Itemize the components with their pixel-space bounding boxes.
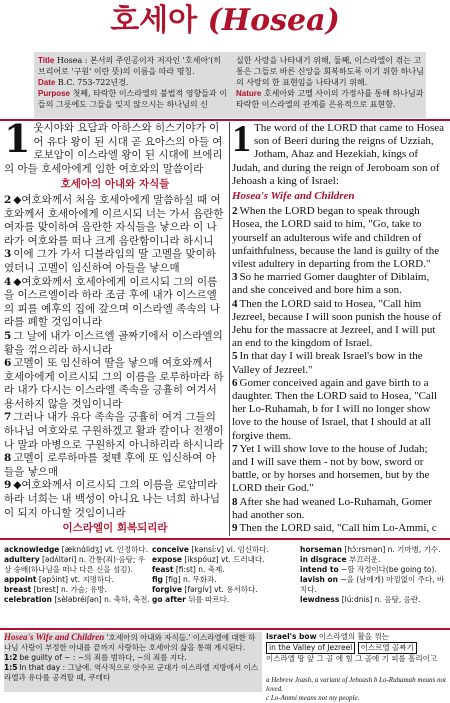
glossary-word: appoint <box>4 575 37 584</box>
english-verse-text: Yet I will show love to the house of Judah; and I will save them - not by bow, sword or battle, or by horses and horsemen, but by the LORD their God." <box>232 442 430 495</box>
korean-verse-number: 5 <box>4 329 12 342</box>
glossary-word: lewdness <box>300 595 340 604</box>
korean-verse-1: 웃시야와 요담과 아하스와 히스기야가 이어 유다 왕이 된 시대 곧 요아스의 아들 여로보암이 이스라엘 왕이 된 시대에 브에리의 아들 호세아에게 임한 여호와의 말씀이라 <box>4 122 223 175</box>
glossary-entry <box>4 585 150 595</box>
korean-verse-text: ◆여호와께서 이르시되 그의 이름을 로암미라 하라 너희는 내 백성이 아니요 나는 너희 하나님이 되지 아니할 것임이니라 <box>4 479 221 519</box>
english-verse-number: 5 <box>232 350 238 363</box>
korean-verse-number: 2 <box>4 193 12 206</box>
intro-entry <box>236 88 426 110</box>
korean-verse <box>4 452 226 479</box>
korean-verse-text: ◆여호와께서 처음 호세아에게 말씀하실 때 여호와께서 호세아에게 이르시되 너는 가서 음란한 여자를 맞이하여 음란한 자식들을 낳으라 이 나라가 여호와를 떠나 크게 음란함이니라 하시니 <box>4 193 224 247</box>
title-english: (Hosea) <box>207 3 340 38</box>
glossary-definition: [brest] n. 가슴; 유방. <box>33 585 107 594</box>
korean-verse-number: 4 <box>4 275 12 288</box>
korean-verses-a <box>4 194 226 520</box>
korean-verse <box>4 357 226 411</box>
english-verse-1: The word of the LORD that came to Hosea son of Beeri during the reigns of Uzziah, Jotham, Ahaz and Hezekiah, kings of Judah, and during the reign of Jeroboam son of Jehoash a king of Israel: <box>232 122 444 187</box>
intro-label: Title <box>38 56 55 65</box>
english-verse <box>232 496 446 522</box>
glossary-entry <box>152 575 298 585</box>
glossary-column-3 <box>300 545 446 605</box>
english-verse-text: When the LORD began to speak through Hosea, the LORD said to him, "Go, take to yourself an adulterous wife and children of unfaithfulness, because the land is guilty of the vilest adultery in departing from the LORD." <box>232 205 440 271</box>
glossary-entry <box>152 585 298 595</box>
highlight-box-korean: 이스르엘 골짜기 <box>358 642 417 654</box>
glossary-word: lavish on <box>300 575 338 584</box>
korean-column <box>4 122 226 536</box>
glossary-entry <box>300 545 446 555</box>
bow-heading: Israel's bow <box>266 632 317 641</box>
column-divider <box>229 122 230 536</box>
intro-entry <box>236 55 426 88</box>
english-section-heading: Hosea's Wife and Children <box>232 190 355 203</box>
korean-verse <box>4 276 226 330</box>
glossary-entry <box>300 595 446 605</box>
korean-verse-text: 고멜이 또 임신하여 딸을 낳으매 여호와께서 호세아에게 이르시되 그의 이름을 로루하마라 하라 내가 다시는 이스라엘 족속을 긍휼히 여겨서 용서하지 않을 것임이니라 <box>4 357 224 410</box>
glossary-word: adultery <box>4 555 40 564</box>
glossary-entry <box>4 555 150 575</box>
intro-entry <box>38 77 228 88</box>
footnote-line: a Hebrew Joash, a variant of Jehoash b Lo-Ruhamah means not loved. <box>266 676 446 693</box>
glossary-entry <box>300 575 446 595</box>
study-note-text: be guilty of ~ : ~의 죄를 범하다, ~의 죄를 지다. <box>19 653 187 662</box>
glossary-entry <box>4 575 150 585</box>
glossary-word: forgive <box>152 585 183 594</box>
english-verse-text: So he married Gomer daughter of Diblaim, and she conceived and bore him a son. <box>232 271 430 297</box>
glossary-entry <box>300 555 446 565</box>
english-chapter-number: 1 <box>232 122 251 160</box>
bow-note-text: 이스라엘 땅 앞 그 골 에 힘 그 골에 기 피를 흘리이고 <box>266 654 438 663</box>
intro-text: B.C. 753-722년경. <box>57 78 129 87</box>
korean-verse <box>4 411 226 452</box>
glossary-definition: [lúːdnis] n. 음탕, 음란. <box>341 595 421 604</box>
korean-section-heading-2: 이스라엘이 회복되리라 <box>62 522 168 535</box>
glossary-definition: [ədʌ́ltəri] n. 간통(죄)·음탕; 우상 숭배(하나님을 떠나 다른 신을 섬김). <box>4 555 145 574</box>
english-verse-number: 9 <box>232 522 238 535</box>
english-verse <box>232 350 446 376</box>
study-note-items <box>4 653 262 683</box>
glossary-column-2 <box>152 545 298 605</box>
english-verse <box>232 377 446 443</box>
study-note-item <box>4 663 262 683</box>
glossary-definition: ~할 작정이다(be going to). <box>341 565 437 574</box>
study-note-heading-ko: '호세아의 아내와 자식들.' 이스라엘에 대한 하나님 사랑이 부정한 아내를 끝까지 사랑하는 호세아의 삶을 통해 계시된다. <box>4 633 256 652</box>
english-verse-number: 2 <box>232 205 238 218</box>
study-note-text: In that day : 그날에. 역사적으로 앗수르 군대가 이스라엘 지방에서 이스라엘과 유다를 공격할 때, 쿠데타 <box>4 663 259 682</box>
intro-entry <box>38 55 228 77</box>
glossary-word: conceive <box>152 545 190 554</box>
glossary-entry <box>152 595 298 605</box>
glossary-word: expose <box>152 555 182 564</box>
english-column <box>232 122 446 536</box>
glossary-definition: [fiːst] n. 축제. <box>175 565 225 574</box>
korean-chapter-number: 1 <box>4 122 31 161</box>
footnote-line: c Lo-Ammi means not my people. <box>266 694 360 702</box>
glossary-entry <box>152 555 298 565</box>
glossary-definition: [æknɑ́lidʒ] vt. 인정하다. <box>61 545 149 554</box>
korean-verse-number: 7 <box>4 411 12 424</box>
glossary-definition: [ikspóuz] vt. 드러내다. <box>184 555 265 564</box>
glossary-word: intend to <box>300 565 339 574</box>
glossary-word: acknowledge <box>4 545 60 554</box>
english-verse-number: 6 <box>232 376 238 389</box>
english-verse <box>232 298 446 351</box>
english-verse-text: Gomer conceived again and gave birth to a daughter. Then the LORD said to Hosea, "Call her Lo-Ruhamah, b for I will no longer show love to the house of Israel, that I should at all forgive them. <box>232 376 437 442</box>
korean-verse-text: ◆여호와께서 호세아에게 이르시되 그의 이름을 이스르엘이라 하라 조금 후에 내가 이스르엘의 피를 예후의 집에 갚으며 이스라엘 족속의 나라를 폐할 것임이니라 <box>4 275 221 329</box>
intro-text: 실한 사랑을 나타내기 위해, 둘째, 이스라엘이 겪는 고통은 그들로 바른 신앙을 회복하도록 이기 위한 하나님의 사랑의 한 표현임을 나타내기 위해. <box>236 56 424 87</box>
top-divider <box>0 119 450 121</box>
footnotes <box>266 676 446 703</box>
korean-verse-number: 3 <box>4 248 12 261</box>
vocabulary-glossary <box>4 541 446 625</box>
korean-verse-text: 고멜이 로루하마를 젖뗀 후에 또 임신하여 아들을 낳으매 <box>4 452 216 478</box>
korean-verse <box>4 479 226 520</box>
study-note-ref: 1:2 <box>4 653 18 662</box>
intro-entry <box>38 88 228 110</box>
intro-label: Date <box>38 78 56 87</box>
glossary-word: go after <box>152 595 186 604</box>
intro-left <box>38 55 228 110</box>
korean-verse-text: 그 날에 내가 이스르엘 골짜기에서 이스라엘의 활을 꺾으리라 하시니라 <box>4 329 223 356</box>
korean-verse-number: 9 <box>4 479 12 492</box>
glossary-word: celebration <box>4 595 52 604</box>
glossary-entry <box>152 565 298 575</box>
intro-text: 호세아와 고멜 사이의 가정사를 통해 하나님과 타락한 이스라엘의 관계를 은유적으로 표현함. <box>236 89 424 109</box>
study-note-item <box>4 653 262 663</box>
korean-verse <box>4 330 226 357</box>
glossary-definition: [kənsíːv] vi. 임신하다. <box>191 545 269 554</box>
intro-label: Purpose <box>38 89 71 98</box>
glossary-definition: [fərgív] vt. 용서하다. <box>184 585 258 594</box>
glossary-definition: 뒤를 따르다. <box>188 595 230 604</box>
glossary-entry <box>4 545 150 555</box>
korean-verse-text: 이에 그가 가서 디블라임의 딸 고멜을 맞이하였더니 고멜이 임신하여 아들을 낳으매 <box>4 248 216 274</box>
english-verse-number: 3 <box>232 271 238 284</box>
english-verse-number: 4 <box>232 297 238 310</box>
intro-label: Nature <box>236 89 262 98</box>
english-verse <box>232 205 446 271</box>
glossary-word: horseman <box>300 545 342 554</box>
english-verse-number: 7 <box>232 442 238 455</box>
bow-heading-ko: 이스라엘의 활을 꺾는 <box>318 632 389 641</box>
english-verse-text: After she had weaned Lo-Ruhamah, Gomer had another son. <box>232 495 432 521</box>
english-verse-number: 8 <box>232 495 238 508</box>
korean-verse-number: 8 <box>4 452 12 465</box>
english-verse <box>232 271 446 297</box>
english-verses <box>232 205 446 536</box>
glossary-entry <box>300 565 446 575</box>
korean-section-heading-1: 호세아의 아내와 자식들 <box>60 178 170 191</box>
glossary-definition: 부끄러운. <box>348 555 381 564</box>
glossary-word: breast <box>4 585 32 594</box>
glossary-definition: ~을 (남에게) 아낌없이 주다, 바치다. <box>300 575 445 594</box>
study-note-left <box>4 632 262 692</box>
glossary-entry <box>4 595 150 605</box>
study-note-ref: 1:5 <box>4 663 18 672</box>
glossary-entry <box>152 545 298 555</box>
english-verse-text: Then the LORD said, "Call him Lo-Ammi, c <box>239 522 437 535</box>
book-intro-box <box>34 52 426 118</box>
glossary-definition: [fig] n. 무화과. <box>165 575 217 584</box>
bottom-divider <box>0 628 450 630</box>
glossary-word: feast <box>152 565 174 574</box>
glossary-word: in disgrace <box>300 555 347 564</box>
korean-verse-number: 6 <box>4 357 12 370</box>
book-title <box>0 4 450 38</box>
glossary-definition: [əpɔ́int] vt. 지명하다. <box>38 575 114 584</box>
english-verse-text: In that day I will break Israel's bow in the Valley of Jezreel." <box>232 350 423 376</box>
highlight-box-english: in the Valley of Jezreel <box>266 642 355 654</box>
intro-right <box>236 55 426 110</box>
intro-text: Hosea : 본서의 주인공이자 저자인 '호세아'(히브리어로 '구원' 이란 뜻)의 이름을 따라 명칭. <box>38 56 222 76</box>
glossary-definition: [sèləbréiʃən] n. 축하, 축전. <box>54 595 150 604</box>
glossary-divider <box>0 538 450 540</box>
glossary-word: fig <box>152 575 163 584</box>
english-verse <box>232 443 446 496</box>
english-verse-text: Then the LORD said to Hosea, "Call him Jezreel, because I will soon punish the house of Jehu for the massacre at Jezreel, and I will put an end to the kingdom of Israel. <box>232 297 442 350</box>
title-korean: 호세아 <box>110 3 198 38</box>
intro-text: 첫째, 타락한 이스라엘의 불법적 영향들과 이들의 그릇에도 그들을 잊지 않으시는 하나님의 신 <box>38 89 227 109</box>
study-note-heading: Hosea's Wife and Children <box>4 632 105 642</box>
korean-verse <box>4 194 226 248</box>
korean-verse-text: 그러나 내가 유다 족속을 긍휼히 여겨 그들의 하나님 여호와로 구원하겠고 활과 칼이나 전쟁이나 말과 마병으로 구원하지 아니하리라 하시니라 <box>4 411 224 451</box>
glossary-definition: [hɔ́ːrsmən] n. 기마병, 기수. <box>344 545 441 554</box>
korean-verse <box>4 248 226 275</box>
glossary-column-1 <box>4 545 150 605</box>
english-verse <box>232 522 446 536</box>
